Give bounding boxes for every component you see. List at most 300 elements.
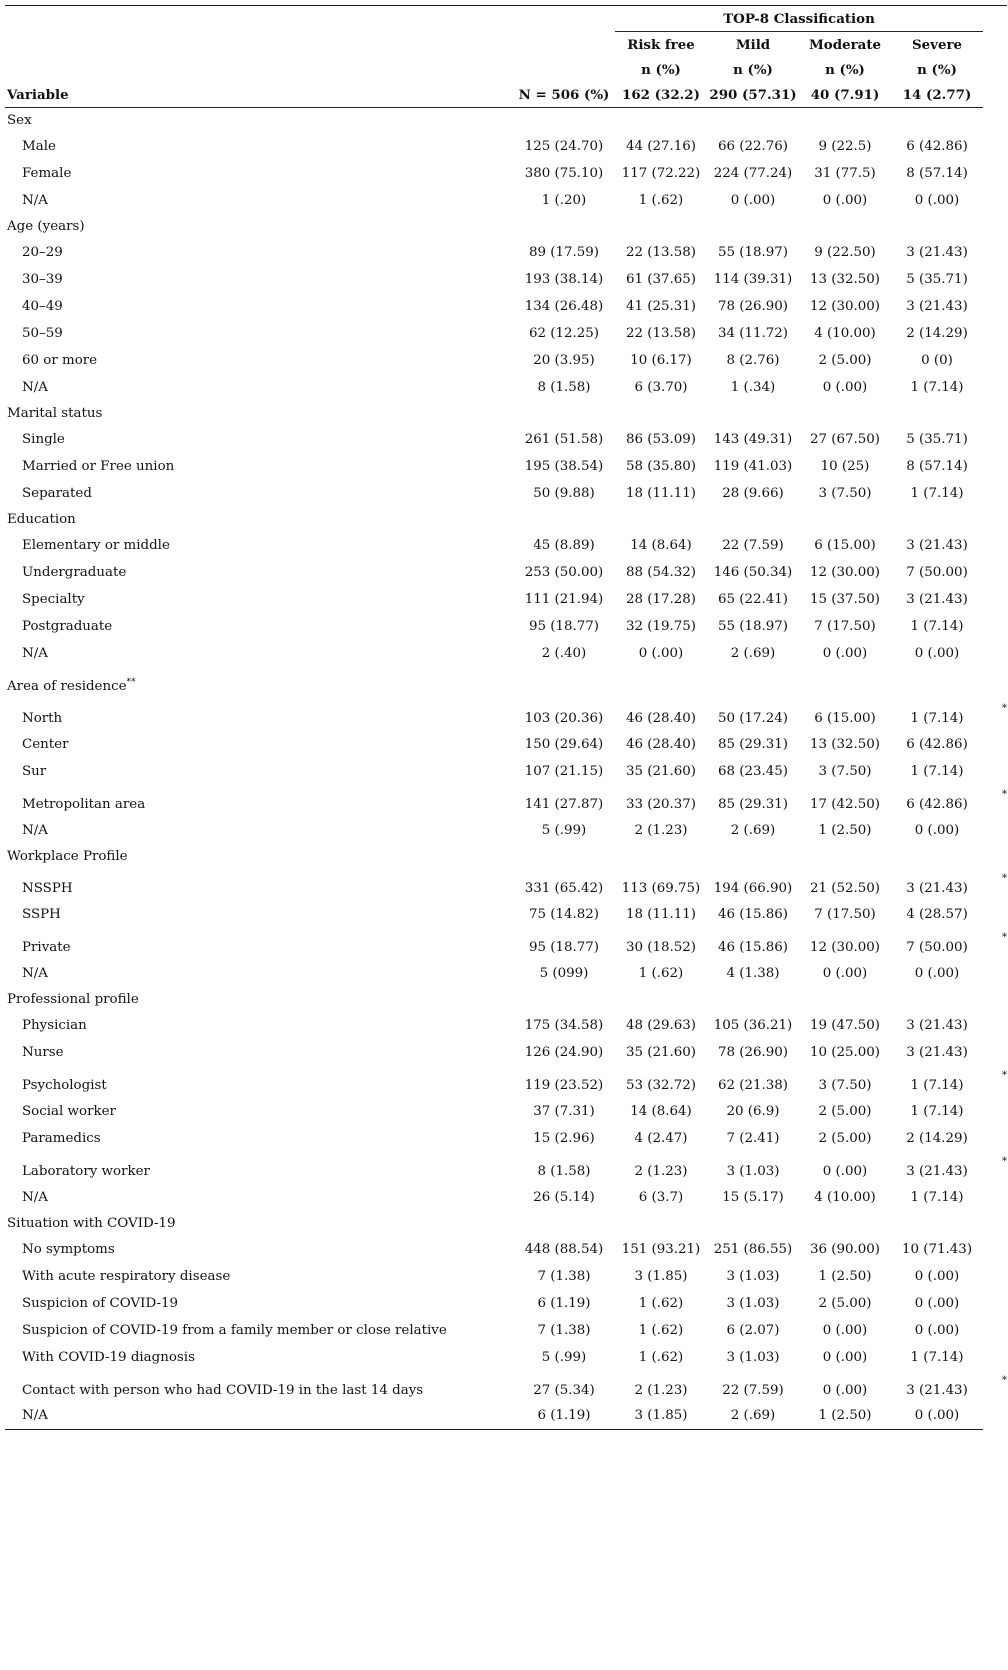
class-cell: 0 (.00) xyxy=(822,1164,868,1179)
significance-marker: * xyxy=(1002,1156,1008,1167)
class-cell: 0 (.00) xyxy=(730,192,776,208)
row-label: With COVID-19 diagnosis xyxy=(22,1349,195,1365)
section-title-text: Professional profile xyxy=(7,991,139,1007)
row-label: 50–59 xyxy=(22,325,63,341)
significance-marker xyxy=(983,1184,1007,1211)
row-label: NSSPH xyxy=(22,881,73,896)
class-name: Mild xyxy=(735,36,771,53)
class-cell: 3 (1.85) xyxy=(615,1403,707,1430)
class-cell: 35 (21.60) xyxy=(625,763,697,779)
section-title-text: Situation with COVID-19 xyxy=(7,1215,176,1231)
class-cell: 3 (21.43) xyxy=(906,298,968,314)
row-label: 20–29 xyxy=(22,244,63,260)
total-cell: 1 (.20) xyxy=(541,192,587,208)
npct-label: n (%) xyxy=(825,61,865,78)
significance-marker xyxy=(983,1290,1007,1317)
significance-marker xyxy=(983,817,1007,844)
class-cell: 113 (69.75) xyxy=(621,881,701,896)
table-row xyxy=(5,266,1007,293)
table-row xyxy=(5,480,1007,507)
class-cell: 78 (26.90) xyxy=(717,298,789,314)
total-cell: 20 (3.95) xyxy=(533,352,595,368)
total-cell: 134 (26.48) xyxy=(524,298,604,314)
row-label: N/A xyxy=(22,1189,48,1205)
class-cell: 151 (93.21) xyxy=(621,1241,701,1257)
class-cell: 7 (50.00) xyxy=(906,564,968,580)
total-cell: 193 (38.14) xyxy=(524,271,604,287)
total-cell: 150 (29.64) xyxy=(524,736,604,752)
significance-marker xyxy=(983,758,1007,785)
class-cell: 0 (.00) xyxy=(914,645,960,661)
class-cell: 6 (15.00) xyxy=(814,711,876,726)
total-cell: 448 (88.54) xyxy=(524,1241,604,1257)
class-cell: 3 (21.43) xyxy=(906,881,968,896)
class-cell: 8 (57.14) xyxy=(906,458,968,474)
class-cell: 3 (1.03) xyxy=(726,1349,780,1365)
class-cell: 1 (2.50) xyxy=(799,1403,891,1430)
row-label: 30–39 xyxy=(22,271,63,287)
class-cell: 1 (7.14) xyxy=(910,379,964,395)
class-cell: 46 (28.40) xyxy=(625,711,697,726)
significance-marker xyxy=(983,640,1007,667)
class-cell: 2 (1.23) xyxy=(634,822,688,838)
section-row xyxy=(5,108,1007,133)
class-cell: 68 (23.45) xyxy=(717,763,789,779)
section-row xyxy=(5,507,1007,532)
section-title xyxy=(5,987,513,1012)
table-row xyxy=(5,1098,1007,1125)
significance-marker: * xyxy=(1002,873,1008,884)
total-cell: 5 (099) xyxy=(539,965,589,981)
total-cell: 125 (24.70) xyxy=(524,138,604,154)
class-cell: 61 (37.65) xyxy=(625,271,697,287)
class-cell: 3 (21.43) xyxy=(906,591,968,607)
section-row xyxy=(5,214,1007,239)
class-cell: 0 (.00) xyxy=(822,1322,868,1338)
row-label: Psychologist xyxy=(22,1078,107,1093)
significance-marker xyxy=(983,160,1007,187)
class-cell: 48 (29.63) xyxy=(625,1017,697,1033)
class-cell: 9 (22.50) xyxy=(814,244,876,260)
class-cell: 36 (90.00) xyxy=(809,1241,881,1257)
section-title xyxy=(5,1211,513,1236)
class-cell: 7 (17.50) xyxy=(814,906,876,922)
class-cell: 85 (29.31) xyxy=(717,797,789,812)
significance-marker xyxy=(983,1236,1007,1263)
class-cell: 66 (22.76) xyxy=(717,138,789,154)
class-cell: 6 (42.86) xyxy=(906,138,968,154)
row-label: Male xyxy=(22,138,56,154)
significance-marker xyxy=(983,1403,1007,1430)
table-row xyxy=(5,1184,1007,1211)
class-cell: 18 (11.11) xyxy=(625,485,697,501)
class-cell: 1 (.62) xyxy=(638,965,684,981)
total-cell: 95 (18.77) xyxy=(528,940,600,955)
class-cell: 8 (57.14) xyxy=(906,165,968,181)
class-cell: 1 (2.50) xyxy=(818,822,872,838)
table-row xyxy=(5,1012,1007,1039)
class-cell: 28 (9.66) xyxy=(722,485,784,501)
class-cell: 55 (18.97) xyxy=(717,244,789,260)
class-cell: 33 (20.37) xyxy=(625,797,697,812)
class-cell: 10 (25) xyxy=(820,458,870,474)
section-row xyxy=(5,987,1007,1012)
total-cell: 62 (12.25) xyxy=(528,325,600,341)
class-cell: 1 (7.14) xyxy=(910,485,964,501)
significance-marker: * xyxy=(1002,932,1008,943)
class-cell: 0 (.00) xyxy=(822,379,868,395)
row-label: Metropolitan area xyxy=(22,797,146,812)
row-label: Married or Free union xyxy=(22,458,175,474)
table-row xyxy=(5,1344,1007,1371)
class-count: 290 (57.31) xyxy=(707,82,799,108)
class-cell: 7 (2.41) xyxy=(726,1130,780,1146)
class-count: 40 (7.91) xyxy=(799,82,891,108)
class-cell: 14 (8.64) xyxy=(630,537,692,553)
class-cell: 194 (66.90) xyxy=(713,881,793,896)
header-row-npct xyxy=(5,57,1007,82)
row-label: Social worker xyxy=(22,1103,116,1119)
table-row xyxy=(5,239,1007,266)
row-label: Elementary or middle xyxy=(22,537,170,553)
class-cell: 62 (21.38) xyxy=(717,1078,789,1093)
class-cell: 5 (35.71) xyxy=(906,431,968,447)
header-row-group xyxy=(5,5,1007,32)
table-row xyxy=(5,426,1007,453)
table-row xyxy=(5,1290,1007,1317)
class-cell: 1 (7.14) xyxy=(910,1349,964,1365)
total-cell: 141 (27.87) xyxy=(524,797,604,812)
significance-marker xyxy=(983,586,1007,613)
table-row xyxy=(5,453,1007,480)
class-cell: 9 (22.5) xyxy=(818,138,872,154)
class-cell: 31 (77.5) xyxy=(814,165,876,181)
variable-header: Variable xyxy=(5,82,513,108)
class-cell: 18 (11.11) xyxy=(625,906,697,922)
table-row xyxy=(5,640,1007,667)
class-cell: 1 (.62) xyxy=(638,192,684,208)
class-cell: 2 (5.00) xyxy=(818,1130,872,1146)
total-cell: 37 (7.31) xyxy=(533,1103,595,1119)
significance-marker xyxy=(983,133,1007,160)
class-cell: 0 (.00) xyxy=(822,965,868,981)
class-cell: 6 (15.00) xyxy=(814,537,876,553)
class-cell: 1 (7.14) xyxy=(910,711,964,726)
section-title xyxy=(5,401,513,426)
table-row xyxy=(5,613,1007,640)
class-cell: 0 (.00) xyxy=(822,1349,868,1365)
class-cell: 1 (.34) xyxy=(730,379,776,395)
class-cell: 0 (.00) xyxy=(914,192,960,208)
section-row xyxy=(5,1211,1007,1236)
class-name: Moderate xyxy=(808,36,882,53)
class-cell: 3 (1.03) xyxy=(726,1268,780,1284)
class-cell: 5 (35.71) xyxy=(906,271,968,287)
class-cell: 105 (36.21) xyxy=(713,1017,793,1033)
row-label: Specialty xyxy=(22,591,85,607)
class-cell: 34 (11.72) xyxy=(717,325,789,341)
row-label: North xyxy=(22,711,63,726)
class-cell: 35 (21.60) xyxy=(625,1044,697,1060)
section-title-text: Age (years) xyxy=(7,218,85,234)
class-cell: 0 (.00) xyxy=(914,822,960,838)
class-cell: 78 (26.90) xyxy=(717,1044,789,1060)
header-row-counts xyxy=(5,82,1007,108)
class-cell: 2 (1.23) xyxy=(634,1164,688,1179)
class-cell: 3 (21.43) xyxy=(906,537,968,553)
significance-marker xyxy=(983,320,1007,347)
significance-marker xyxy=(983,187,1007,214)
total-cell: 253 (50.00) xyxy=(524,564,604,580)
class-name: Severe xyxy=(911,36,963,53)
significance-marker xyxy=(983,480,1007,507)
table-row xyxy=(5,1039,1007,1066)
table-row xyxy=(5,293,1007,320)
row-label: Contact with person who had COVID-19 in the last 14 days xyxy=(22,1383,424,1398)
row-label: Undergraduate xyxy=(22,564,127,580)
significance-marker: * xyxy=(1002,1070,1008,1081)
row-label: Private xyxy=(22,940,71,955)
class-cell: 6 (2.07) xyxy=(726,1322,780,1338)
class-cell: 119 (41.03) xyxy=(713,458,793,474)
section-title-text: Sex xyxy=(7,112,32,128)
table-row xyxy=(5,160,1007,187)
table-row xyxy=(5,699,1007,731)
table-row xyxy=(5,133,1007,160)
class-cell: 22 (13.58) xyxy=(625,244,697,260)
class-cell: 3 (21.43) xyxy=(906,1164,968,1179)
class-cell: 6 (42.86) xyxy=(906,736,968,752)
table-row xyxy=(5,374,1007,401)
class-count: 14 (2.77) xyxy=(891,82,983,108)
class-cell: 0 (.00) xyxy=(638,645,684,661)
class-cell: 22 (7.59) xyxy=(722,537,784,553)
significance-marker xyxy=(983,1125,1007,1152)
class-cell: 12 (30.00) xyxy=(809,564,881,580)
table-row xyxy=(5,187,1007,214)
significance-marker xyxy=(983,532,1007,559)
total-cell: 107 (21.15) xyxy=(524,763,604,779)
class-cell: 19 (47.50) xyxy=(809,1017,881,1033)
row-label: Laboratory worker xyxy=(22,1164,150,1179)
table-row xyxy=(5,1125,1007,1152)
row-label: SSPH xyxy=(22,906,61,922)
class-cell: 3 (21.43) xyxy=(906,1383,968,1398)
class-cell: 88 (54.32) xyxy=(625,564,697,580)
class-cell: 13 (32.50) xyxy=(809,271,881,287)
significance-marker: * xyxy=(1002,1375,1008,1386)
row-label: Postgraduate xyxy=(22,618,113,634)
class-cell: 22 (13.58) xyxy=(625,325,697,341)
class-cell: 3 (21.43) xyxy=(906,244,968,260)
class-cell: 10 (71.43) xyxy=(901,1241,973,1257)
total-cell: 6 (1.19) xyxy=(513,1403,615,1430)
class-cell: 2 (.69) xyxy=(730,822,776,838)
significance-marker xyxy=(983,1012,1007,1039)
significance-marker xyxy=(983,901,1007,928)
class-cell: 3 (21.43) xyxy=(906,1017,968,1033)
table-row xyxy=(5,532,1007,559)
class-cell: 1 (.62) xyxy=(638,1295,684,1311)
class-cell: 2 (1.23) xyxy=(634,1383,688,1398)
class-cell: 6 (42.86) xyxy=(906,797,968,812)
class-cell: 3 (1.03) xyxy=(726,1164,780,1179)
class-cell: 7 (17.50) xyxy=(814,618,876,634)
row-label: Paramedics xyxy=(22,1130,101,1146)
table-row xyxy=(5,1403,1007,1430)
total-cell: 2 (.40) xyxy=(541,645,587,661)
class-cell: 3 (7.50) xyxy=(818,1078,872,1093)
table-row xyxy=(5,1152,1007,1184)
total-cell: 380 (75.10) xyxy=(524,165,604,181)
row-label: N/A xyxy=(22,379,48,395)
significance-marker xyxy=(983,293,1007,320)
class-cell: 143 (49.31) xyxy=(713,431,793,447)
significance-marker xyxy=(983,731,1007,758)
class-cell: 28 (17.28) xyxy=(625,591,697,607)
table-row xyxy=(5,320,1007,347)
section-title xyxy=(5,108,513,133)
section-title-text: Marital status xyxy=(7,405,103,421)
table-row xyxy=(5,559,1007,586)
class-cell: 146 (50.34) xyxy=(713,564,793,580)
class-cell: 4 (10.00) xyxy=(814,325,876,341)
row-label: N/A xyxy=(22,645,48,661)
row-label: Female xyxy=(22,165,72,181)
class-cell: 0 (.00) xyxy=(914,965,960,981)
class-cell: 13 (32.50) xyxy=(809,736,881,752)
row-label: Sur xyxy=(22,763,47,779)
significance-marker xyxy=(983,613,1007,640)
row-label: 40–49 xyxy=(22,298,63,314)
class-cell: 2 (.69) xyxy=(730,645,776,661)
class-cell: 2 (14.29) xyxy=(906,1130,968,1146)
row-label: No symptoms xyxy=(22,1241,115,1257)
npct-label: n (%) xyxy=(733,61,773,78)
significance-marker xyxy=(983,1039,1007,1066)
section-row xyxy=(5,667,1007,699)
significance-marker xyxy=(983,1263,1007,1290)
total-cell: 111 (21.94) xyxy=(524,591,604,607)
class-cell: 0 (.00) xyxy=(914,1268,960,1284)
table-row xyxy=(5,869,1007,901)
significance-marker xyxy=(983,1344,1007,1371)
table-row xyxy=(5,758,1007,785)
class-cell: 4 (2.47) xyxy=(634,1130,688,1146)
significance-marker xyxy=(983,960,1007,987)
table-row xyxy=(5,1236,1007,1263)
significance-marker xyxy=(983,374,1007,401)
table-row xyxy=(5,928,1007,960)
class-name: Risk free xyxy=(627,36,695,53)
total-cell: 89 (17.59) xyxy=(528,244,600,260)
section-title-text: Workplace Profile xyxy=(7,848,128,864)
class-cell: 1 (7.14) xyxy=(910,1189,964,1205)
row-label: N/A xyxy=(22,822,48,838)
significance-marker: * xyxy=(1002,703,1008,714)
row-label: Suspicion of COVID-19 from a family member or close relative xyxy=(22,1322,447,1338)
significance-marker xyxy=(983,1317,1007,1344)
group-header: TOP-8 Classification xyxy=(615,5,983,32)
class-cell: 1 (7.14) xyxy=(910,1078,964,1093)
table-row xyxy=(5,731,1007,758)
class-cell: 8 (2.76) xyxy=(726,352,780,368)
row-label: 60 or more xyxy=(22,352,98,368)
table-row xyxy=(5,817,1007,844)
class-cell: 1 (7.14) xyxy=(910,1103,964,1119)
total-cell: 175 (34.58) xyxy=(524,1017,604,1033)
section-title xyxy=(5,214,513,239)
class-cell: 46 (15.86) xyxy=(717,940,789,955)
class-cell: 4 (28.57) xyxy=(906,906,968,922)
class-cell: 2 (14.29) xyxy=(906,325,968,341)
total-cell: 27 (5.34) xyxy=(533,1383,595,1398)
row-label: Single xyxy=(22,431,65,447)
significance-marker xyxy=(983,1098,1007,1125)
table-row xyxy=(5,901,1007,928)
section-title xyxy=(5,667,513,699)
class-cell: 14 (8.64) xyxy=(630,1103,692,1119)
row-label: Physician xyxy=(22,1017,87,1033)
class-cell: 2 (.69) xyxy=(707,1403,799,1430)
total-cell: 7 (1.38) xyxy=(537,1322,591,1338)
class-cell: 21 (52.50) xyxy=(809,881,881,896)
class-cell: 46 (15.86) xyxy=(717,906,789,922)
section-row xyxy=(5,401,1007,426)
class-cell: 3 (1.03) xyxy=(726,1295,780,1311)
section-row xyxy=(5,844,1007,869)
total-cell: 95 (18.77) xyxy=(528,618,600,634)
class-cell: 50 (17.24) xyxy=(717,711,789,726)
class-cell: 3 (21.43) xyxy=(906,1044,968,1060)
class-cell: 44 (27.16) xyxy=(625,138,697,154)
total-cell: 103 (20.36) xyxy=(524,711,604,726)
total-cell: 7 (1.38) xyxy=(537,1268,591,1284)
class-cell: 12 (30.00) xyxy=(809,298,881,314)
class-cell: 3 (7.50) xyxy=(818,485,872,501)
class-cell: 3 (1.85) xyxy=(634,1268,688,1284)
row-label: Nurse xyxy=(22,1044,64,1060)
significance-marker: * xyxy=(1002,789,1008,800)
total-cell: 15 (2.96) xyxy=(533,1130,595,1146)
class-cell: 2 (5.00) xyxy=(818,1103,872,1119)
total-cell: 261 (51.58) xyxy=(524,431,604,447)
significance-marker xyxy=(983,453,1007,480)
total-cell: 8 (1.58) xyxy=(537,379,591,395)
class-cell: 0 (0) xyxy=(921,352,953,368)
class-cell: 0 (.00) xyxy=(914,1322,960,1338)
header-row-names xyxy=(5,32,1007,57)
npct-label: n (%) xyxy=(917,61,957,78)
table-row xyxy=(5,347,1007,374)
total-cell: 195 (38.54) xyxy=(524,458,604,474)
table-row xyxy=(5,1371,1007,1403)
class-cell: 12 (30.00) xyxy=(809,940,881,955)
class-cell: 17 (42.50) xyxy=(809,797,881,812)
total-cell: 5 (.99) xyxy=(541,1349,587,1365)
significance-marker xyxy=(983,347,1007,374)
table-row xyxy=(5,1263,1007,1290)
class-cell: 22 (7.59) xyxy=(722,1383,784,1398)
total-cell: 75 (14.82) xyxy=(528,906,600,922)
class-count: 162 (32.2) xyxy=(615,82,707,108)
class-cell: 46 (28.40) xyxy=(625,736,697,752)
class-cell: 10 (25.00) xyxy=(809,1044,881,1060)
section-title xyxy=(5,844,513,869)
row-label: Suspicion of COVID-19 xyxy=(22,1295,179,1311)
class-cell: 15 (37.50) xyxy=(809,591,881,607)
total-cell: 45 (8.89) xyxy=(533,537,595,553)
